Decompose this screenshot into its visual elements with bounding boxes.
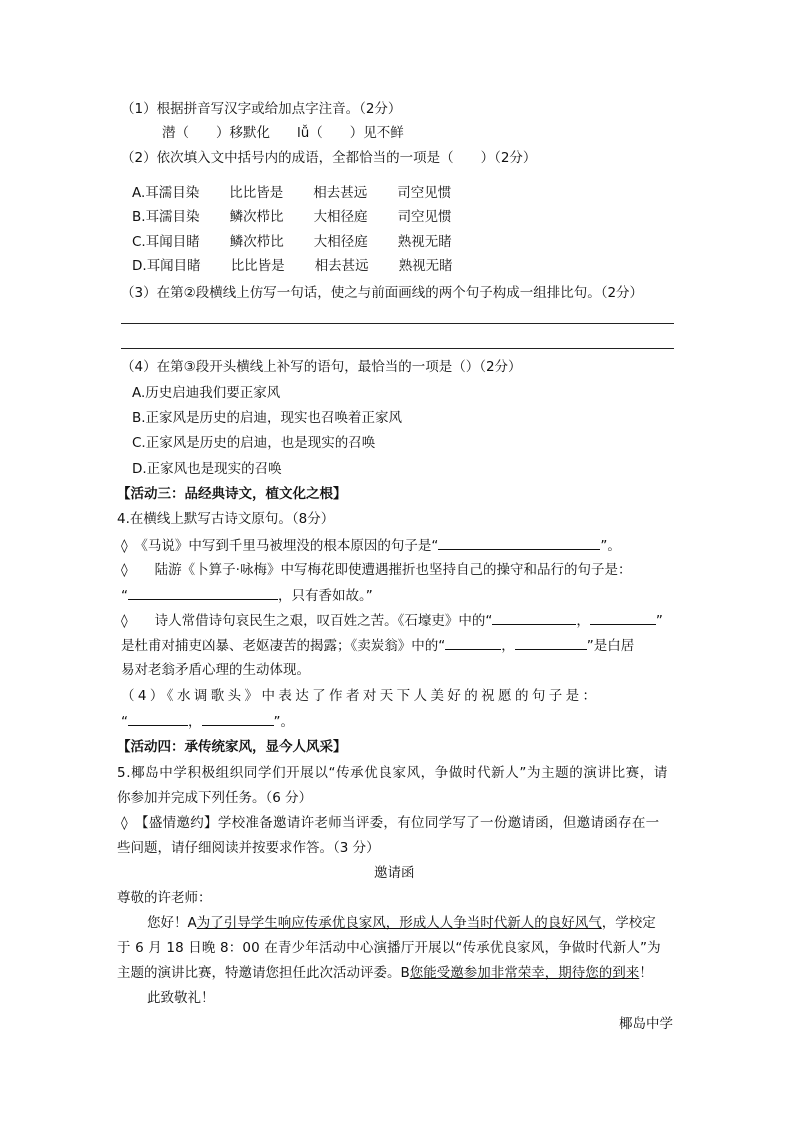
q4-option-a: A.历史启迪我们要正家风 bbox=[132, 385, 281, 401]
option-idiom: 相去甚远 bbox=[313, 185, 368, 201]
option-idiom: 鳞次栉比 bbox=[229, 209, 284, 225]
q2-label: （2）依次填入文中括号内的成语，全都恰当的一项是（ ）（2分） bbox=[121, 150, 537, 166]
item-4-sentence-4-answer bbox=[121, 712, 294, 731]
item-4-sentence-3-line-2 bbox=[121, 636, 634, 655]
sentence-text: ◊ 诗人常借诗句哀民生之艰，叹百姓之苦。《石壕吏》中的“ bbox=[121, 613, 493, 629]
option-idiom: 耳闻目睹 bbox=[145, 234, 200, 250]
option-letter: D. bbox=[132, 258, 147, 274]
blank-field[interactable] bbox=[590, 611, 656, 625]
q3-label: （3）在第②段横线上仿写一句话，使之与前面画线的两个句子构成一组排比句。（2分） bbox=[121, 285, 644, 301]
sentence-text: ”。 bbox=[600, 538, 621, 554]
option-idiom: 耳闻目睹 bbox=[146, 258, 201, 274]
activity-4-heading: 【活动四：承传统家风，显今人风采】 bbox=[117, 739, 347, 755]
letter-paragraph-line-2: 于 6 月 18 日晚 8：00 在青少年活动中心演播厅开展以“传承优良家风，争做时代新人”为 bbox=[117, 940, 661, 956]
q1-line: 潜（ ）移默化 lǚ（ ）见不鲜 bbox=[162, 125, 404, 141]
item-4-sentence-3 bbox=[121, 611, 663, 630]
q4-option-d: D.正家风也是现实的召唤 bbox=[132, 461, 282, 477]
item-4-sentence-4: （4）《水调歌头》中表达了作者对天下人美好的祝愿的句子是： bbox=[121, 688, 600, 704]
q4-option-b: B.正家风是历史的启迪，现实也召唤着正家风 bbox=[132, 410, 403, 426]
letter-signature: 椰岛中学 bbox=[619, 1016, 673, 1032]
sentence-text: ”。 bbox=[273, 714, 294, 730]
option-letter: A. bbox=[132, 185, 146, 201]
letter-title: 邀请函 bbox=[374, 865, 415, 881]
sentence-text: ， bbox=[576, 613, 590, 629]
letter-text: 主题的演讲比赛，特邀请您担任此次活动评委。B bbox=[117, 965, 410, 981]
item-5-line-2: 你参加并完成下列任务。（6 分） bbox=[117, 790, 313, 806]
option-letter: C. bbox=[132, 234, 146, 250]
item-5-task-line-2: 些问题，请仔细阅读并按要求作答。（3 分） bbox=[117, 840, 380, 856]
q2-option-b bbox=[132, 208, 452, 226]
underlined-sentence-b: 您能受邀参加非常荣幸，期待您的到来 bbox=[409, 965, 640, 981]
option-idiom: 司空见惯 bbox=[397, 209, 452, 225]
option-idiom: 比比皆是 bbox=[230, 258, 285, 274]
blank-field[interactable] bbox=[515, 636, 587, 650]
item-4-sentence-1 bbox=[121, 536, 621, 555]
item-4-label: 4.在横线上默写古诗文原句。（8分） bbox=[117, 511, 335, 527]
blank-field[interactable] bbox=[202, 712, 274, 726]
item-4-sentence-3-line-3: 易对老翁矛盾心理的生动体现。 bbox=[121, 662, 310, 678]
sentence-text: ，只有香如故。” bbox=[278, 588, 373, 604]
option-idiom: 鳞次栉比 bbox=[229, 234, 284, 250]
option-idiom: 大相径庭 bbox=[313, 209, 368, 225]
blank-field[interactable] bbox=[445, 636, 501, 650]
option-idiom: 熟视无睹 bbox=[397, 234, 452, 250]
underlined-sentence-a: 为了引导学生响应传承优良家风，形成人人争当时代新人的良好风气 bbox=[196, 915, 602, 931]
q4-option-c: C.正家风是历史的启迪，也是现实的召唤 bbox=[132, 435, 376, 451]
item-5-line-1: 5.椰岛中学积极组织同学们开展以“传承优良家风，争做时代新人”为主题的演讲比赛，请 bbox=[117, 765, 668, 781]
q2-option-a bbox=[132, 184, 451, 202]
option-letter: B. bbox=[132, 209, 146, 225]
answer-line-1[interactable] bbox=[121, 323, 674, 324]
letter-text: ，学校定 bbox=[601, 915, 656, 931]
sentence-text: ◊ 《马说》中写到千里马被埋没的根本原因的句子是“ bbox=[121, 538, 439, 554]
letter-closing: 此致敬礼！ bbox=[147, 990, 215, 1006]
sentence-text: 是杜甫对捕吏凶暴、老妪凄苦的揭露；《卖炭翁》中的“ bbox=[121, 638, 446, 654]
option-idiom: 相去甚远 bbox=[314, 258, 369, 274]
sentence-text: “ bbox=[121, 588, 128, 604]
activity-3-heading: 【活动三：品经典诗文，植文化之根】 bbox=[117, 486, 347, 502]
option-idiom: 比比皆是 bbox=[229, 185, 284, 201]
sentence-text: “ bbox=[121, 714, 128, 730]
blank-field[interactable] bbox=[128, 712, 188, 726]
letter-paragraph-line-1 bbox=[147, 914, 656, 932]
sentence-text: ”是白居 bbox=[586, 638, 635, 654]
letter-text: ！ bbox=[639, 965, 653, 981]
sentence-text: ” bbox=[655, 613, 663, 629]
q1-label: （1）根据拼音写汉字或给加点字注音。（2分） bbox=[121, 101, 402, 117]
q4-label: （4）在第③段开头横线上补写的语句，最恰当的一项是（）（2分） bbox=[121, 359, 522, 375]
q2-option-d bbox=[132, 257, 453, 275]
sentence-text: ， bbox=[188, 714, 202, 730]
option-idiom: 司空见惯 bbox=[397, 185, 452, 201]
letter-paragraph-line-3 bbox=[117, 964, 653, 982]
blank-field[interactable] bbox=[438, 536, 600, 550]
blank-field[interactable] bbox=[128, 586, 278, 600]
sentence-text: ， bbox=[501, 638, 515, 654]
option-idiom: 耳濡目染 bbox=[145, 185, 200, 201]
option-idiom: 耳濡目染 bbox=[145, 209, 200, 225]
item-4-sentence-2-answer bbox=[121, 586, 373, 605]
letter-text: 您好！A bbox=[147, 915, 197, 931]
item-4-sentence-2: ◊ 陆游《卜算子·咏梅》中写梅花即使遭遇摧折也坚持自己的操守和品行的句子是： bbox=[121, 562, 632, 578]
item-5-task-line-1: ◊ 【盛情邀约】学校准备邀请许老师当评委，有位同学写了一份邀请函，但邀请函存在一 bbox=[121, 815, 660, 831]
q2-option-c bbox=[132, 233, 452, 251]
blank-field[interactable] bbox=[492, 611, 576, 625]
option-idiom: 大相径庭 bbox=[313, 234, 368, 250]
letter-salutation: 尊敬的许老师： bbox=[117, 890, 212, 906]
option-idiom: 熟视无睹 bbox=[398, 258, 453, 274]
answer-line-2[interactable] bbox=[121, 348, 674, 349]
